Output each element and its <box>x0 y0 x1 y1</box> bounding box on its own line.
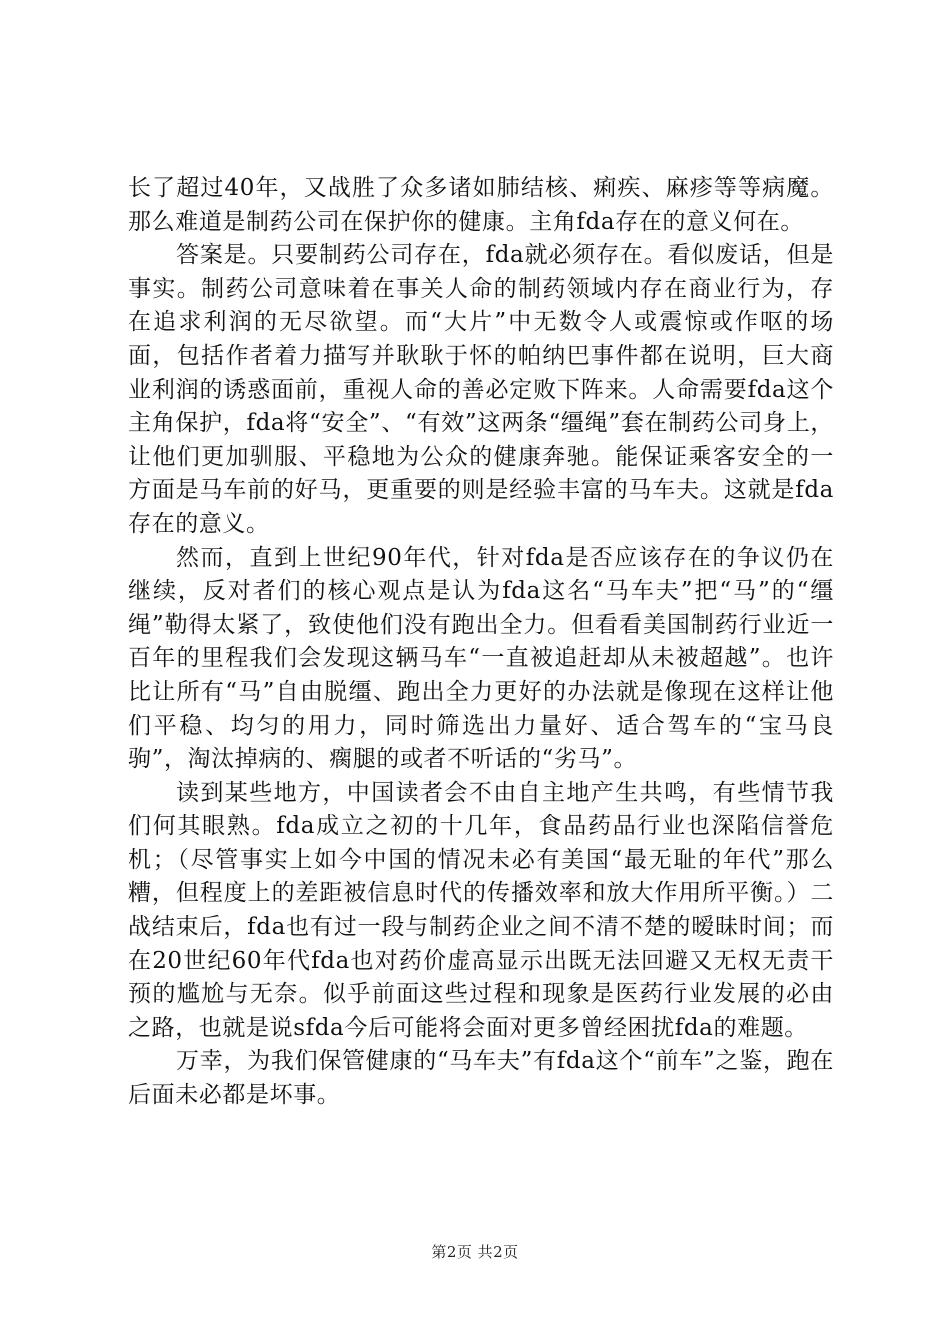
page-footer: 第2页 共2页 <box>431 1243 519 1261</box>
paragraph-controversy: 然而，直到上世纪90年代，针对fda是否应该存在的争议仍在继续，反对者们的核心观点是认为fda这名“马车夫”把“马”的“缰绳”勒得太紧了，致使他们没有跑出全力。但看看美国制药行业近一百年的里程我们会发现这辆马车“一直被追赶却从未被超越”。也许比让所有“马”自由脱缰、跑出全力更好的办法就是像现在这样让他们平稳、均匀的用力，同时筛选出力量好、适合驾车的“宝马良驹”，淘汰掉病的、瘸腿的或者不听话的“劣马”。 <box>128 544 834 773</box>
paragraph-china-resonance: 读到某些地方，中国读者会不由自主地产生共鸣，有些情节我们何其眼熟。fda成立之初的十几年，食品药品行业也深陷信誉危机；（尽管事实上如今中国的情况未必有美国“最无耻的年代”那么糟，但程度上的差距被信息时代的传播效率和放大作用所平衡。）二战结束后，fda也有过一段与制药企业之间不清不楚的暧昧时间；而在20世纪60年代fda也对药价虚高显示出既无法回避又无权无责干预的尴尬与无奈。似乎前面这些过程和现象是医药行业发展的必由之路，也就是说sfda今后可能将会面对更多曾经困扰fda的难题。 <box>128 779 834 1041</box>
paragraph-continuation: 长了超过40年，又战胜了众多诸如肺结核、痢疾、麻疹等等病魔。那么难道是制药公司在保护你的健康。主角fda存在的意义何在。 <box>128 175 834 235</box>
paragraph-answer: 答案是。只要制药公司存在，fda就必须存在。看似废话，但是事实。制药公司意味着在事关人命的制药领域内存在商业行为，存在追求利润的无尽欲望。而“大片”中无数令人或震惊或作呕的场面，包括作者着力描写并耿耿于怀的帕纳巴事件都在说明，巨大商业利润的诱惑面前，重视人命的善必定败下阵来。人命需要fda这个主角保护，fda将“安全”、“有效”这两条“缰绳”套在制药公司身上，让他们更加驯服、平稳地为公众的健康奔驰。能保证乘客安全的一方面是马车前的好马，更重要的则是经验丰富的马车夫。这就是fda存在的意义。 <box>128 242 834 537</box>
document-body <box>128 172 834 1113</box>
paragraph-conclusion: 万幸，为我们保管健康的“马车夫”有fda这个“前车”之鉴，跑在后面未必都是坏事。 <box>128 1048 834 1109</box>
